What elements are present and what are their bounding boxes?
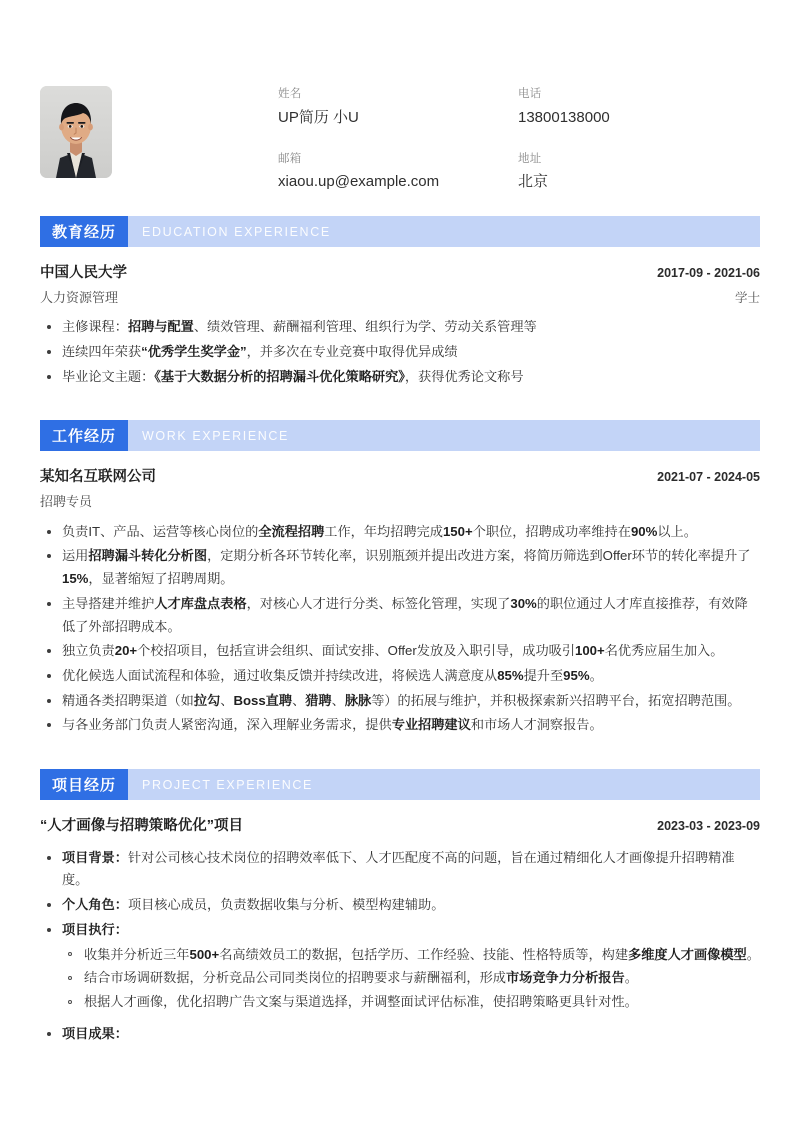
- degree-label: 学士: [734, 290, 760, 305]
- field-label: 电话: [518, 88, 542, 100]
- list-item: 毕业论文主题：《基于大数据分析的招聘漏斗优化策略研究》，获得优秀论文称号: [40, 366, 760, 389]
- work-entry: [40, 467, 760, 737]
- section-project: [40, 769, 760, 1045]
- field-value: UP简历 小U: [278, 108, 359, 126]
- project-entry: [40, 816, 760, 1045]
- section-education: [40, 216, 760, 388]
- entry-title-row: [40, 816, 760, 838]
- contact-field-phone: [518, 88, 760, 128]
- list-item: 负责IT、产品、运营等核心岗位的全流程招聘工作，年均招聘完成150+个职位，招聘成功率维持在90%以上。: [40, 521, 760, 544]
- project-subbullets: [62, 944, 760, 1014]
- field-label: 姓名: [278, 88, 302, 100]
- section-subtitle-education: EDUCATION EXPERIENCE: [142, 224, 331, 239]
- list-item: 项目背景：针对公司核心技术岗位的招聘效率低下、人才匹配度不高的问题，旨在通过精细化人才画像提升招聘精准度。: [40, 847, 760, 892]
- project-subbullets-wrap: [40, 944, 760, 1014]
- entry-subtitle-row: [40, 492, 760, 512]
- work-date: 2021-07 - 2024-05: [657, 470, 760, 485]
- section-subtitle-project: PROJECT EXPERIENCE: [142, 777, 313, 792]
- entry-title-row: [40, 263, 760, 285]
- list-item: 连续四年荣获“优秀学生奖学金”，并多次在专业竞赛中取得优异成绩: [40, 341, 760, 364]
- section-header: [40, 216, 760, 247]
- list-item: 优化候选人面试流程和体验，通过收集反馈并持续改进，将候选人满意度从85%提升至95%。: [40, 665, 760, 688]
- field-label: 邮箱: [278, 152, 302, 165]
- section-tag-education: 教育经历: [40, 216, 128, 247]
- field-value: 北京: [518, 173, 549, 191]
- list-item: 项目执行：: [40, 919, 760, 942]
- project-name: “人才画像与招聘策略优化”项目: [40, 818, 243, 835]
- company-name: 某知名互联网公司: [40, 469, 156, 486]
- section-tag-project: 项目经历: [40, 769, 128, 800]
- entry-title-row: [40, 467, 760, 489]
- list-item: 根据人才画像，优化招聘广告文案与渠道选择，并调整面试评估标准，使招聘策略更具针对性。: [62, 991, 760, 1014]
- project-date: 2023-03 - 2023-09: [657, 819, 760, 834]
- field-label: 地址: [518, 152, 542, 165]
- education-entry: [40, 263, 760, 388]
- list-item: 与各业务部门负责人紧密沟通，深入理解业务需求，提供专业招聘建议和市场人才洞察报告。: [40, 714, 760, 737]
- work-bullets: [40, 521, 760, 737]
- school-name: 中国人民大学: [40, 265, 127, 282]
- profile-photo: [40, 86, 112, 178]
- section-tag-work: 工作经历: [40, 420, 128, 451]
- project-tail-bullets: [40, 1023, 760, 1046]
- list-item: 收集并分析近三年500+名高绩效员工的数据，包括学历、工作经验、技能、性格特质等，构建多维度人才画像模型。: [62, 944, 760, 967]
- contact-field-name: [278, 88, 518, 128]
- field-value: xiaou.up@example.com: [278, 173, 440, 191]
- list-item: 结合市场调研数据，分析竞品公司同类岗位的招聘要求与薪酬福利，形成市场竞争力分析报告。: [62, 967, 760, 990]
- contact-field-email: [278, 153, 518, 193]
- section-subtitle-work: WORK EXPERIENCE: [142, 428, 289, 443]
- section-work: [40, 420, 760, 737]
- list-item: 独立负责20+个校招项目，包括宣讲会组织、面试安排、Offer发放及入职引导，成功吸引100+名优秀应届生加入。: [40, 640, 760, 663]
- entry-subtitle-row: [40, 288, 760, 308]
- list-item: 运用招聘漏斗转化分析图，定期分析各环节转化率，识别瓶颈并提出改进方案，将简历筛选到Offer环节的转化率提升了15%，显著缩短了招聘周期。: [40, 545, 760, 590]
- list-item: 项目成果：: [40, 1023, 760, 1046]
- major-name: 人力资源管理: [40, 289, 119, 305]
- contact-grid: [278, 86, 760, 192]
- list-item: 个人角色：项目核心成员，负责数据收集与分析、模型构建辅助。: [40, 894, 760, 917]
- job-title: 招聘专员: [40, 494, 93, 510]
- list-item: 主修课程：招聘与配置、绩效管理、薪酬福利管理、组织行为学、劳动关系管理等: [40, 316, 760, 339]
- project-bullets: [40, 847, 760, 942]
- education-bullets: [40, 316, 760, 388]
- section-header: [40, 420, 760, 451]
- education-date: 2017-09 - 2021-06: [657, 266, 760, 281]
- section-header: [40, 769, 760, 800]
- list-item: 主导搭建并维护人才库盘点表格，对核心人才进行分类、标签化管理，实现了30%的职位通过人才库直接推荐，有效降低了外部招聘成本。: [40, 593, 760, 638]
- resume-header: [40, 0, 760, 192]
- list-item: 精通各类招聘渠道（如拉勾、Boss直聘、猎聘、脉脉等）的拓展与维护，并积极探索新兴招聘平台，拓宽招聘范围。: [40, 690, 760, 713]
- contact-field-address: [518, 153, 760, 193]
- field-value: 13800138000: [518, 108, 610, 126]
